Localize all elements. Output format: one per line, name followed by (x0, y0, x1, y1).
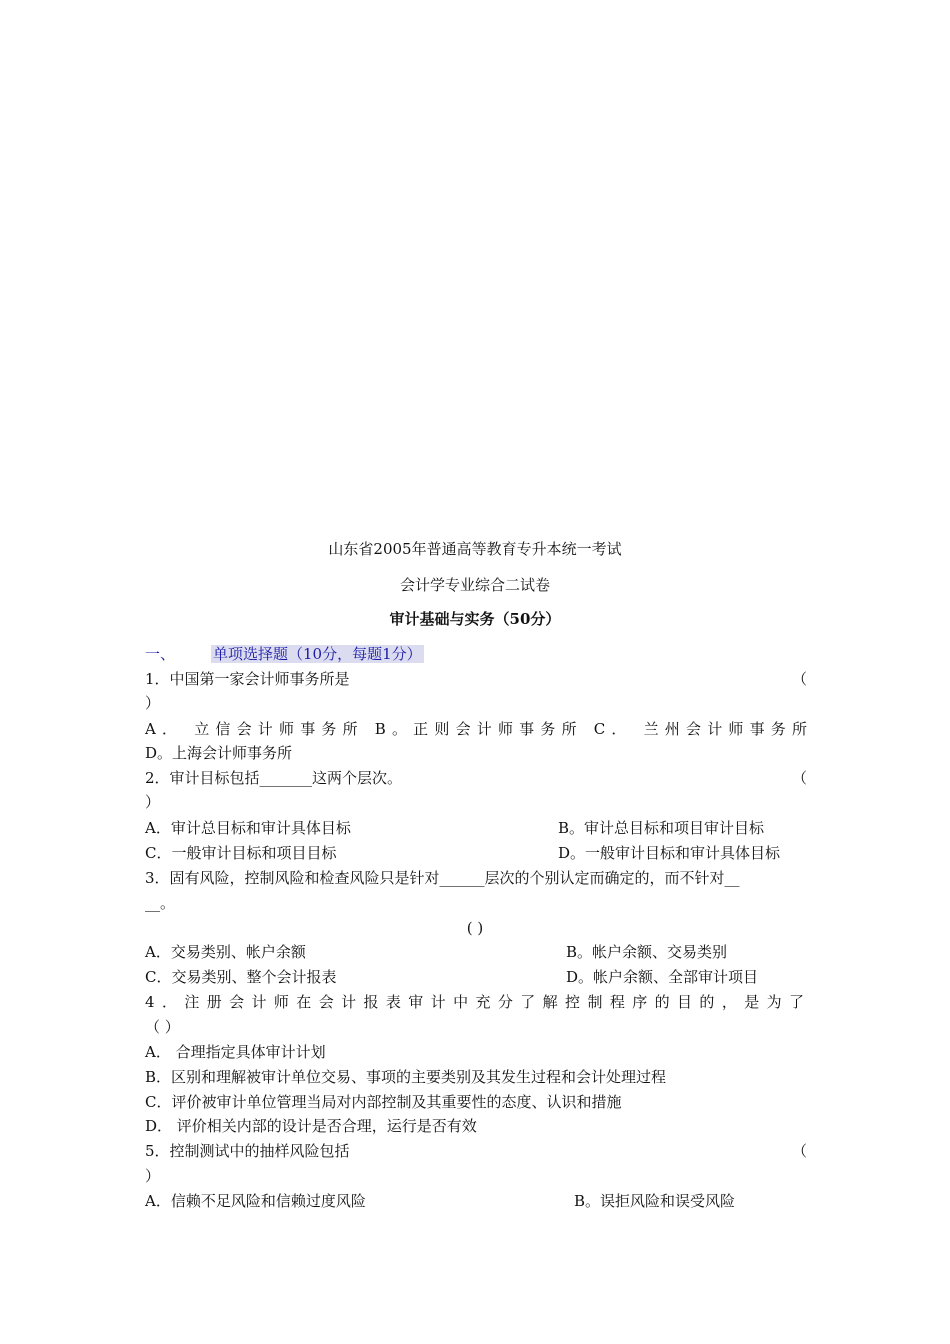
q2-options-cd (145, 841, 807, 865)
q5-paren-close: ） (145, 1167, 161, 1185)
question-2-stem (145, 766, 807, 790)
q3-option-b: B。帐户余额、交易类别 (566, 943, 728, 961)
q2-paren-close: ） (145, 793, 161, 811)
q1-stem-text: 1．中国第一家会计师事务所是 (145, 670, 350, 688)
q2-option-a: A．审计总目标和审计具体目标 (145, 819, 351, 837)
q5-option-b: B。误拒风险和误受风险 (574, 1192, 736, 1210)
q3-option-c: C．交易类别、整个会计报表 (145, 968, 337, 986)
section-heading: 审计基础与实务（50分） (389, 610, 561, 628)
question-5-stem (145, 1139, 807, 1163)
q3-options-ab (145, 940, 807, 964)
q2-stem-text: 2．审计目标包括_______这两个层次。 (145, 769, 403, 787)
q4-option-c: C．评价被审计单位管理当局对内部控制及其重要性的态度、认识和措施 (145, 1093, 622, 1111)
q4-option-d: D． 评价相关内部的设计是否合理，运行是否有效 (145, 1117, 477, 1135)
exam-title: 山东省2005年普通高等教育专升本统一考试 (328, 540, 622, 558)
question-4-stem: 4．注册会计师在会计报表审计中充分了解控制程序的目的，是为了 (145, 993, 807, 1011)
q2-option-c: C．一般审计目标和项目目标 (145, 844, 337, 862)
q4-paren: （ ） (145, 1018, 180, 1036)
q3-options-cd (145, 965, 807, 989)
section-one-heading (145, 642, 807, 666)
q3-option-a: A．交易类别、帐户余额 (145, 943, 306, 961)
q5-stem-text: 5．控制测试中的抽样风险包括 (145, 1142, 350, 1160)
q1-paren-open: （ (791, 670, 807, 688)
section-title: 单项选择题（10分，每题1分） (213, 645, 422, 663)
exam-subtitle: 会计学专业综合二试卷 (399, 576, 550, 594)
question-3-stem-cont: __。 (145, 894, 176, 912)
section-number: 一、 (145, 645, 176, 663)
q1-option-d: D。上海会计师事务所 (145, 744, 293, 762)
q3-option-d: D。帐户余额、全部审计项目 (566, 968, 759, 986)
q5-paren-open: （ (791, 1142, 807, 1160)
q1-options-abc: A． 立信会计师事务所 B。正则会计师事务所 C． 兰州会计师事务所 (145, 720, 807, 738)
q5-options-ab (145, 1189, 807, 1213)
q2-paren-open: （ (791, 769, 807, 787)
q1-paren-close: ） (145, 694, 161, 712)
q4-option-a: A． 合理指定具体审计计划 (145, 1043, 326, 1061)
q2-option-b: B。审计总目标和项目审计目标 (558, 819, 765, 837)
q4-option-b: B．区别和理解被审计单位交易、事项的主要类别及其发生过程和会计处理过程 (145, 1068, 667, 1086)
question-1-stem (145, 667, 807, 691)
q2-option-d: D。一般审计目标和审计具体目标 (558, 844, 781, 862)
question-3-stem: 3．固有风险，控制风险和检查风险只是针对______层次的个别认定而确定的，而不针对__ (145, 869, 740, 887)
q3-paren: ( ) (466, 919, 484, 937)
q2-options-ab (145, 816, 807, 840)
q5-option-a: A．信赖不足风险和信赖过度风险 (145, 1192, 366, 1210)
